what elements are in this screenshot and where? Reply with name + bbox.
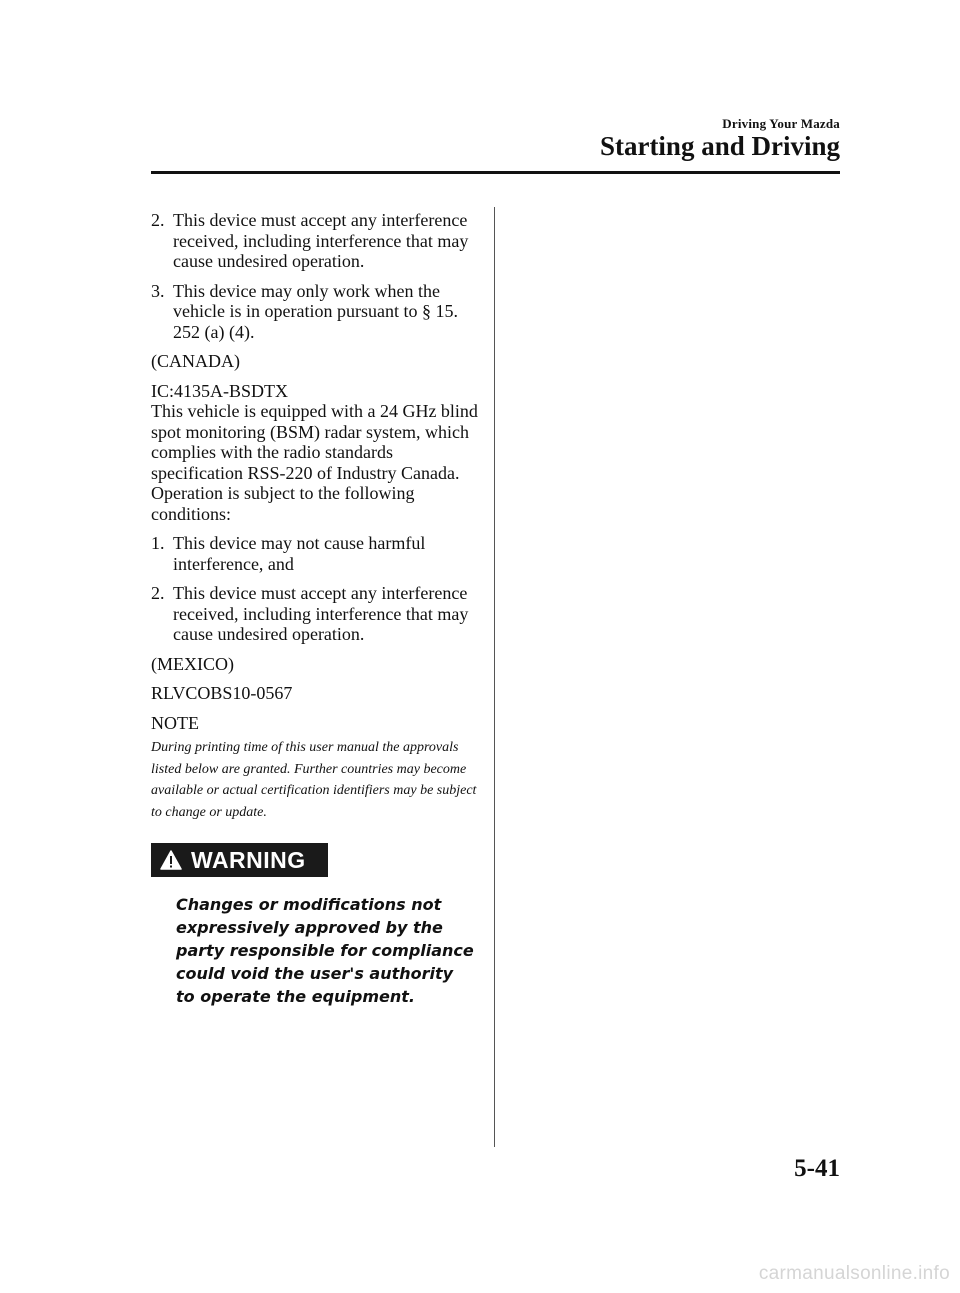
item-number: 2. xyxy=(151,210,165,230)
item-number: 3. xyxy=(151,280,165,301)
column-divider xyxy=(494,207,495,1147)
watermark: carmanualsonline.info xyxy=(758,1263,950,1284)
item-number: 2. xyxy=(151,583,165,603)
warning-triangle-icon xyxy=(160,850,182,870)
header-rule xyxy=(151,171,840,174)
warning-body: Changes or modifications not expressively approved by the party responsible for compliance could void the user's authority to operate the equipment. xyxy=(176,895,474,1006)
warning-banner xyxy=(151,843,328,877)
list-item xyxy=(151,533,481,574)
canada-heading: (CANADA) xyxy=(151,351,240,371)
canada-body: This vehicle is equipped with a 24 GHz blind spot monitoring (BSM) radar system, which complies with the radio standards specification RSS-220 of Industry Canada. Operation is subject to the following conditions: xyxy=(151,401,478,524)
mexico-heading: (MEXICO) xyxy=(151,653,234,674)
list-item xyxy=(151,210,481,272)
list-item xyxy=(151,583,481,645)
warning-label: WARNING xyxy=(191,846,306,873)
list-item xyxy=(151,281,481,343)
canada-id: IC:4135A-BSDTX xyxy=(151,380,289,401)
left-column xyxy=(151,210,481,1008)
note-body: During printing time of this user manual the approvals listed below are granted. Further countries may become available or actual certification identifiers may be subject to change or update. xyxy=(151,740,477,820)
mexico-id: RLVCOBS10-0567 xyxy=(151,683,293,703)
item-text: This device may only work when the vehicle is in operation pursuant to § 15. 252 (a) (4). xyxy=(173,280,458,342)
section-label: Driving Your Mazda xyxy=(722,116,840,131)
page-title: Starting and Driving xyxy=(599,131,840,161)
note-heading: NOTE xyxy=(151,712,199,733)
item-text: This device must accept any interference received, including interference that may cause undesired operation. xyxy=(173,583,469,644)
item-text: This device must accept any interference received, including interference that may cause undesired operation. xyxy=(173,210,469,271)
page-number: 5-41 xyxy=(794,1155,840,1182)
item-text: This device may not cause harmful interference, and xyxy=(173,533,426,574)
item-number: 1. xyxy=(151,533,165,553)
